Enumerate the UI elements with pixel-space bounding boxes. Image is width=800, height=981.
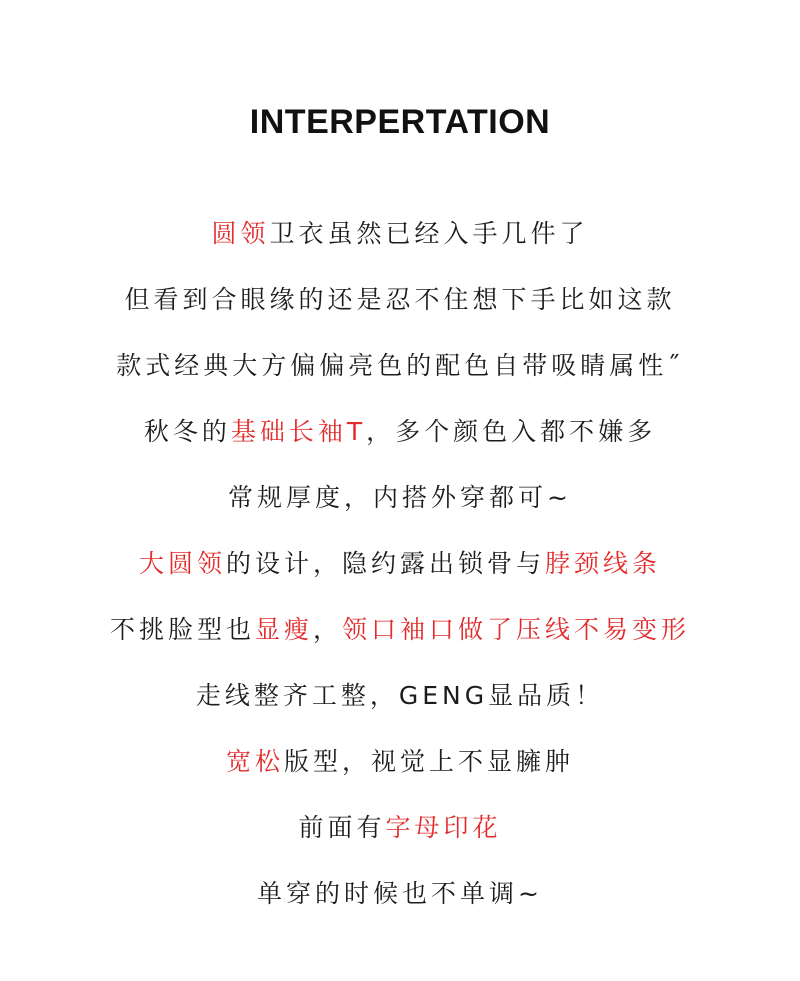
text-line bbox=[0, 872, 800, 938]
text-line bbox=[0, 674, 800, 740]
text-line bbox=[0, 608, 800, 674]
text-segment: 常规厚度，内搭外穿都可~ bbox=[228, 483, 572, 512]
text-line bbox=[0, 278, 800, 344]
text-segment: 基础长袖T bbox=[230, 417, 367, 446]
text-line bbox=[0, 806, 800, 872]
text-line bbox=[0, 542, 800, 608]
description-text bbox=[0, 212, 800, 938]
text-segment: 不挑脸型也 bbox=[109, 615, 255, 644]
page-title: INTERPERTATION bbox=[249, 103, 551, 141]
text-segment: 大圆领 bbox=[138, 549, 226, 578]
text-segment: ，多个颜色入都不嫌多 bbox=[366, 417, 657, 446]
text-segment: ， bbox=[313, 615, 343, 644]
text-segment: 走线整齐工整，GENG显品质！ bbox=[195, 681, 605, 710]
text-segment: 但看到合眼缘的还是忍不住想下手比如这款 bbox=[124, 285, 676, 314]
text-segment: 单穿的时候也不单调~ bbox=[257, 879, 543, 908]
text-line bbox=[0, 410, 800, 476]
text-segment: 版型，视觉上不显臃肿 bbox=[284, 747, 575, 776]
text-segment: 宽松 bbox=[225, 747, 284, 776]
text-line bbox=[0, 476, 800, 542]
text-line bbox=[0, 212, 800, 278]
text-segment: 脖颈线条 bbox=[545, 549, 662, 578]
text-segment: 款式经典大方偏偏亮色的配色自带吸睛属性˝ bbox=[116, 351, 684, 380]
text-line bbox=[0, 344, 800, 410]
text-segment: 字母印花 bbox=[385, 813, 502, 842]
text-segment: 显瘦 bbox=[254, 615, 313, 644]
text-segment: 的设计，隐约露出锁骨与 bbox=[225, 549, 545, 578]
text-segment: 秋冬的 bbox=[143, 417, 231, 446]
text-line bbox=[0, 740, 800, 806]
text-segment: 圆领 bbox=[211, 219, 270, 248]
text-segment: 卫衣虽然已经入手几件了 bbox=[269, 219, 589, 248]
text-segment: 领口袖口做了压线不易变形 bbox=[342, 615, 691, 644]
text-segment: 前面有 bbox=[298, 813, 386, 842]
